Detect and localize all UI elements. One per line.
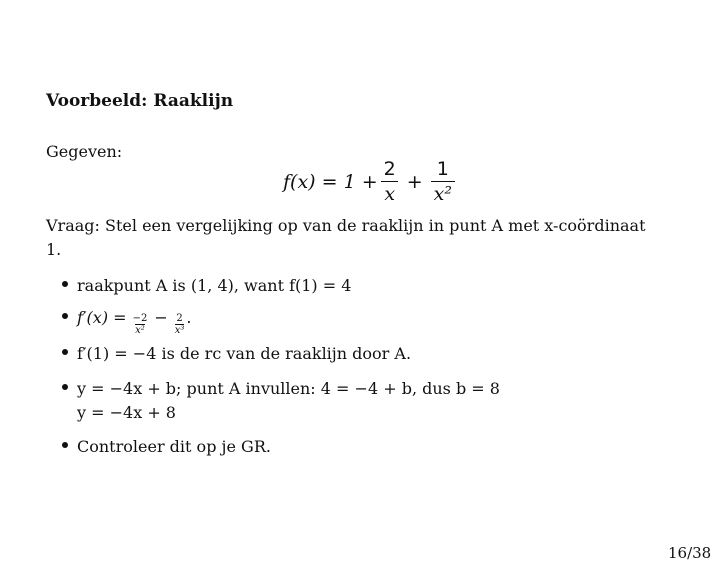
- slide-title: Voorbeeld: Raaklijn: [46, 91, 234, 111]
- derivative-fraction-1: [133, 314, 148, 336]
- derivative-period: .: [186, 308, 192, 327]
- given-label: Gegeven:: [46, 142, 123, 161]
- bullet-dot: [62, 442, 68, 448]
- bullet-item-3: [62, 344, 411, 363]
- derivative-fraction-2-denominator: x³: [174, 325, 185, 336]
- derivative-lhs: f′(x) =: [77, 308, 127, 327]
- derivative-fraction-1-denominator: x²: [135, 325, 145, 336]
- fraction-2-numerator: 1: [436, 158, 449, 180]
- bullet-item-4-continuation: y = −4x + 8: [77, 403, 176, 422]
- derivative-fraction-1-numerator: −2: [132, 313, 148, 324]
- fraction-2-denominator: x²: [431, 181, 455, 204]
- bullet-item-5: [62, 437, 271, 456]
- bullet-item-4: [62, 379, 500, 398]
- fraction-1-denominator: x: [381, 181, 398, 204]
- formula-fraction-1: [381, 160, 399, 204]
- bullet-text: Controleer dit op je GR.: [77, 437, 271, 456]
- bullet-text: y = −4x + b; punt A invullen: 4 = −4 + b, dus b = 8: [77, 379, 500, 398]
- bullet-dot: [62, 349, 68, 355]
- derivative-fraction-2: [175, 314, 185, 336]
- bullet-item-2: [62, 308, 191, 338]
- derivative-minus: −: [154, 308, 168, 327]
- formula-plus: +: [406, 171, 423, 193]
- question-line-1: Vraag: Stel een vergelijking op van de raaklijn in punt A met x-coördinaat: [46, 216, 646, 235]
- formula-lhs: f(x) = 1 +: [283, 171, 378, 193]
- question-line-2: 1.: [46, 240, 62, 259]
- bullet-text: f′(1) = −4 is de rc van de raaklijn door A.: [77, 344, 412, 363]
- bullet-item-1: [62, 276, 351, 295]
- page-number: 16/38: [668, 544, 712, 562]
- bullet-dot: [62, 281, 68, 287]
- derivative-fraction-2-numerator: 2: [176, 313, 183, 324]
- formula-fraction-2: [431, 160, 455, 204]
- bullet-text: raakpunt A is (1, 4), want f(1) = 4: [77, 276, 352, 295]
- bullet-dot: [62, 313, 68, 319]
- function-formula: [283, 160, 458, 204]
- fraction-1-numerator: 2: [383, 158, 396, 180]
- bullet-dot: [62, 384, 68, 390]
